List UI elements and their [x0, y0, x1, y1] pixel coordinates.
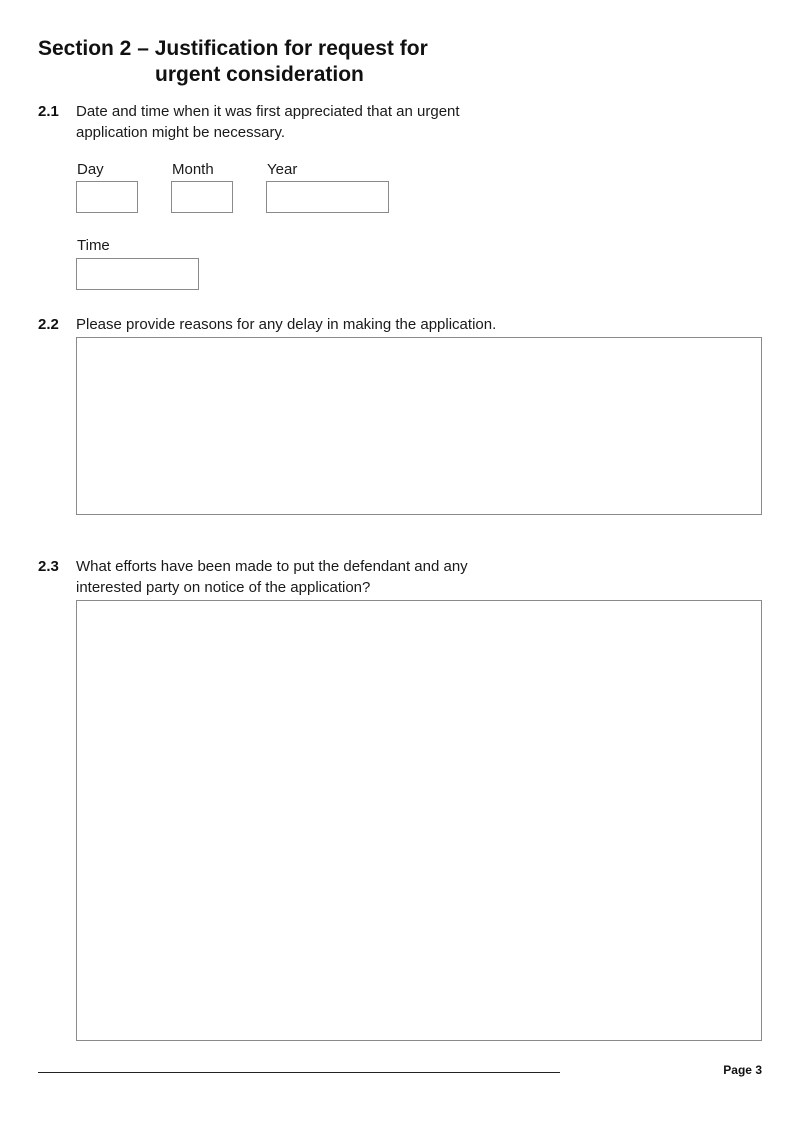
- section-title-line2: urgent consideration: [155, 63, 364, 86]
- section-title: [38, 36, 428, 88]
- question-text-2-3-line1: What efforts have been made to put the defendant and any: [76, 558, 468, 575]
- month-input[interactable]: [171, 181, 233, 213]
- question-number-2-3: 2.3: [38, 558, 59, 575]
- day-input[interactable]: [76, 181, 138, 213]
- delay-reasons-textarea[interactable]: [76, 337, 762, 515]
- question-number-2-1: 2.1: [38, 103, 59, 120]
- question-text-2-3: [76, 556, 468, 598]
- question-text-2-1-line2: application might be necessary.: [76, 124, 286, 141]
- year-label: Year: [267, 161, 298, 178]
- page-number: Page 3: [723, 1063, 762, 1077]
- footer-divider: [38, 1072, 560, 1073]
- question-number-2-2: 2.2: [38, 316, 59, 333]
- year-input[interactable]: [266, 181, 389, 213]
- question-text-2-1-line1: Date and time when it was first appreciated that an urgent: [76, 103, 460, 120]
- time-input[interactable]: [76, 258, 199, 290]
- question-text-2-3-line2: interested party on notice of the application?: [76, 579, 371, 596]
- question-text-2-1: [76, 101, 460, 143]
- notice-efforts-textarea[interactable]: [76, 600, 762, 1041]
- time-label: Time: [77, 237, 110, 254]
- question-text-2-2: Please provide reasons for any delay in making the application.: [76, 316, 497, 333]
- day-label: Day: [77, 161, 104, 178]
- month-label: Month: [172, 161, 214, 178]
- section-title-line1: Section 2 – Justification for request for: [38, 37, 428, 60]
